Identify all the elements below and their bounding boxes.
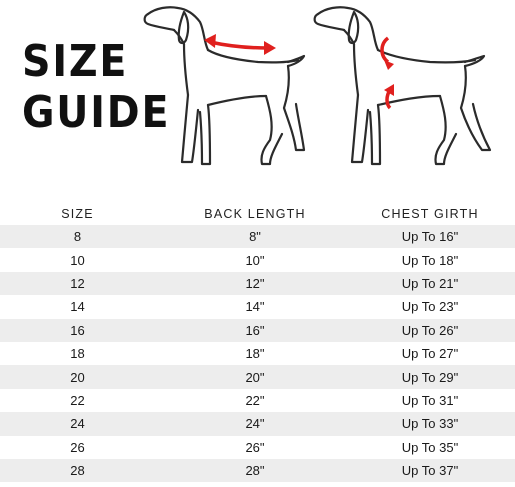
chest-girth-cell: Up To 18" xyxy=(401,252,459,268)
dog-chest-girth-icon xyxy=(310,0,500,172)
table-row xyxy=(0,365,515,388)
size-table xyxy=(0,203,515,482)
chest-girth-cell: Up To 23" xyxy=(401,299,459,315)
header-back-length: BACK LENGTH xyxy=(204,207,306,221)
chest-girth-cell: Up To 16" xyxy=(401,229,459,245)
back-length-cell: 28" xyxy=(245,463,265,479)
size-cell: 26 xyxy=(70,439,85,455)
table-row xyxy=(0,295,515,318)
table-row xyxy=(0,412,515,435)
size-cell: 12 xyxy=(70,275,85,291)
back-length-cell: 26" xyxy=(245,439,265,455)
table-row xyxy=(0,342,515,365)
title-line-1: SIZE xyxy=(22,36,129,87)
back-length-cell: 10" xyxy=(245,252,265,268)
table-row xyxy=(0,248,515,271)
size-cell: 8 xyxy=(73,229,82,245)
chest-girth-cell: Up To 29" xyxy=(401,369,459,385)
size-cell: 14 xyxy=(70,299,85,315)
dog-back-length-icon xyxy=(138,0,308,172)
size-cell: 22 xyxy=(70,392,85,408)
table-row xyxy=(0,272,515,295)
table-row xyxy=(0,436,515,459)
table-row xyxy=(0,389,515,412)
chest-girth-cell: Up To 26" xyxy=(401,322,459,338)
size-cell: 20 xyxy=(70,369,85,385)
table-row xyxy=(0,459,515,482)
size-cell: 16 xyxy=(70,322,85,338)
back-length-cell: 12" xyxy=(245,275,265,291)
chest-girth-cell: Up To 35" xyxy=(401,439,459,455)
size-cell: 24 xyxy=(70,416,85,432)
header-size: SIZE xyxy=(61,207,94,221)
size-cell: 10 xyxy=(70,252,85,268)
size-cell: 28 xyxy=(70,463,85,479)
size-cell: 18 xyxy=(70,346,85,362)
back-length-cell: 16" xyxy=(245,322,265,338)
chest-girth-cell: Up To 21" xyxy=(401,275,459,291)
table-row xyxy=(0,319,515,342)
chest-girth-cell: Up To 27" xyxy=(401,346,459,362)
table-row xyxy=(0,225,515,248)
back-length-cell: 22" xyxy=(245,392,265,408)
header-chest-girth: CHEST GIRTH xyxy=(381,207,479,221)
back-length-cell: 24" xyxy=(245,416,265,432)
back-length-cell: 8" xyxy=(249,229,261,245)
title-line-2: GUIDE xyxy=(22,87,171,138)
back-length-cell: 20" xyxy=(245,369,265,385)
chest-girth-cell: Up To 31" xyxy=(401,392,459,408)
back-length-cell: 14" xyxy=(245,299,265,315)
chest-girth-cell: Up To 37" xyxy=(401,463,459,479)
chest-girth-cell: Up To 33" xyxy=(401,416,459,432)
back-length-cell: 18" xyxy=(245,346,265,362)
table-header xyxy=(0,203,515,225)
page-title xyxy=(22,36,171,138)
